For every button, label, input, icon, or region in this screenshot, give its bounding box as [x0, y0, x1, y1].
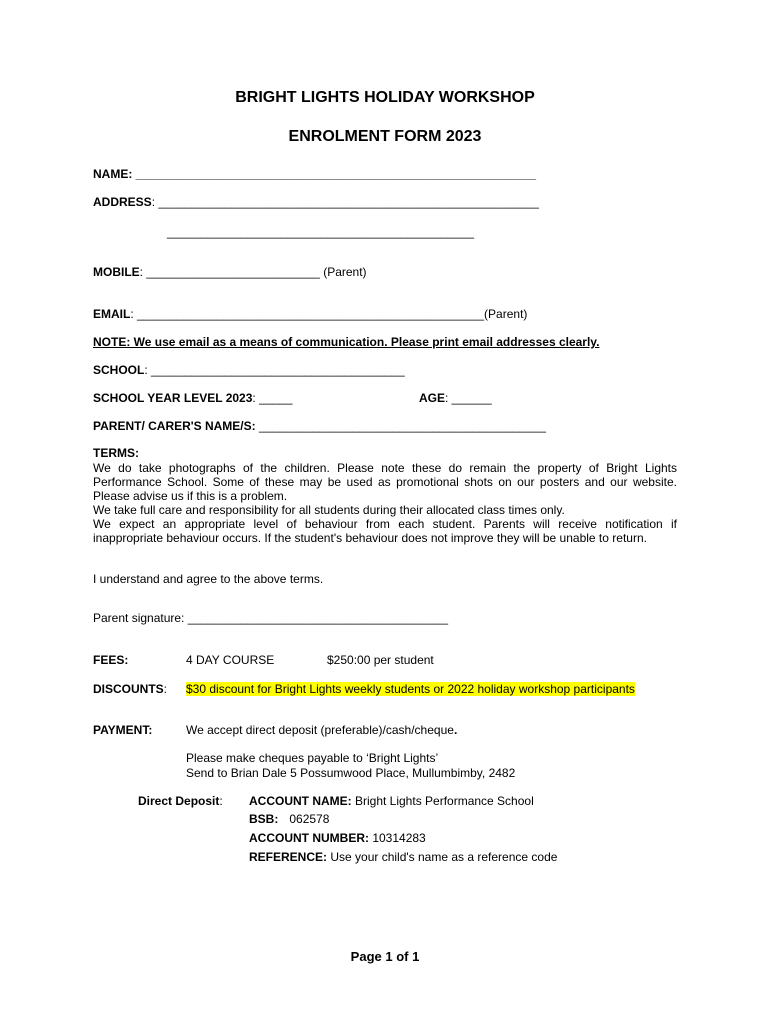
- parent-name-field[interactable]: [93, 419, 546, 433]
- age-field[interactable]: [419, 391, 492, 405]
- terms-care: We take full care and responsibility for all students during their allocated class times only.: [93, 503, 565, 517]
- page-number: Page 1 of 1: [350, 949, 420, 964]
- mobile-field[interactable]: [93, 265, 367, 279]
- parent-signature-field[interactable]: Parent signature: _______________________________________: [93, 611, 449, 625]
- school-label: SCHOOL: [93, 363, 145, 377]
- school-blank: : ______________________________________: [144, 363, 405, 377]
- year-level-blank: : _____: [252, 391, 293, 405]
- year-level-field[interactable]: [93, 391, 292, 405]
- fees-label: FEES:: [93, 653, 129, 667]
- account-number: [249, 831, 426, 845]
- terms-heading: TERMS:: [93, 446, 139, 460]
- parent-name-label: PARENT/ CARER'S NAME/S:: [93, 419, 259, 433]
- school-field[interactable]: [93, 363, 405, 377]
- account-name: [249, 794, 534, 808]
- reference-label: REFERENCE:: [249, 850, 328, 864]
- name-field[interactable]: [93, 167, 536, 181]
- discounts-colon: :: [163, 682, 168, 696]
- age-blank: : ______: [445, 391, 492, 405]
- bsb: [249, 812, 329, 826]
- account-number-value: 10314283: [369, 831, 426, 845]
- payment-methods-text: We accept direct deposit (preferable)/cash/cheque: [186, 723, 454, 737]
- email-field[interactable]: [93, 307, 527, 321]
- fees-price: $250:00 per student: [327, 653, 434, 667]
- address-blank-1: _________________________________________________________: [158, 195, 539, 209]
- payment-methods: [186, 723, 457, 737]
- mobile-label: MOBILE: [93, 265, 140, 279]
- bsb-value: 062578: [289, 812, 330, 826]
- terms-photos: We do take photographs of the children. Please note these do remain the property of Bright Lights Performance School. Some of these may be used as promotional shots on our posters and our website. Please advise us if this is a problem.: [93, 461, 677, 503]
- address-field[interactable]: [93, 195, 539, 209]
- address-colon: :: [151, 195, 159, 209]
- discounts-label: DISCOUNTS: [93, 682, 164, 696]
- year-level-label: SCHOOL YEAR LEVEL 2023: [93, 391, 253, 405]
- account-name-value: Bright Lights Performance School: [351, 794, 534, 808]
- email-blank: : ____________________________________________________(Parent): [130, 307, 528, 321]
- fees-course: 4 DAY COURSE: [186, 653, 275, 667]
- discounts-text: $30 discount for Bright Lights weekly students or 2022 holiday workshop participants: [186, 682, 635, 696]
- form-subtitle: ENROLMENT FORM 2023: [288, 128, 482, 145]
- bsb-label: BSB:: [249, 812, 279, 826]
- address-blank-2[interactable]: ______________________________________________: [167, 225, 474, 239]
- cheque-payable: Please make cheques payable to ‘Bright Lights’: [186, 751, 439, 765]
- name-blank: ____________________________________________________________: [135, 167, 537, 181]
- mobile-blank: : __________________________ (Parent): [139, 265, 367, 279]
- address-label: ADDRESS: [93, 195, 152, 209]
- reference-value: Use your child's name as a reference code: [327, 850, 558, 864]
- age-label: AGE: [419, 391, 446, 405]
- reference: [249, 850, 557, 864]
- terms-body: [93, 461, 677, 545]
- terms-agreement: I understand and agree to the above terms.: [93, 572, 324, 586]
- direct-deposit-label: Direct Deposit: [138, 794, 220, 808]
- direct-deposit-colon: :: [219, 794, 223, 808]
- account-name-label: ACCOUNT NAME:: [249, 794, 352, 808]
- terms-behaviour: We expect an appropriate level of behaviour from each student. Parents will receive notification if inappropriate behaviour occurs. If the student's behaviour does not improve they will be unable to return.: [93, 517, 677, 545]
- email-label: EMAIL: [93, 307, 131, 321]
- payment-methods-period: .: [453, 723, 458, 737]
- form-title: BRIGHT LIGHTS HOLIDAY WORKSHOP: [235, 89, 535, 106]
- payment-label: PAYMENT:: [93, 723, 153, 737]
- direct-deposit-heading: [138, 794, 223, 808]
- email-note: NOTE: We use email as a means of communication. Please print email addresses clearly.: [93, 335, 600, 349]
- parent-name-blank: ___________________________________________: [258, 419, 546, 433]
- discounts-heading: [93, 682, 167, 696]
- cheque-address: Send to Brian Dale 5 Possumwood Place, Mullumbimby, 2482: [186, 766, 516, 780]
- name-label: NAME:: [93, 167, 136, 181]
- account-number-label: ACCOUNT NUMBER:: [249, 831, 369, 845]
